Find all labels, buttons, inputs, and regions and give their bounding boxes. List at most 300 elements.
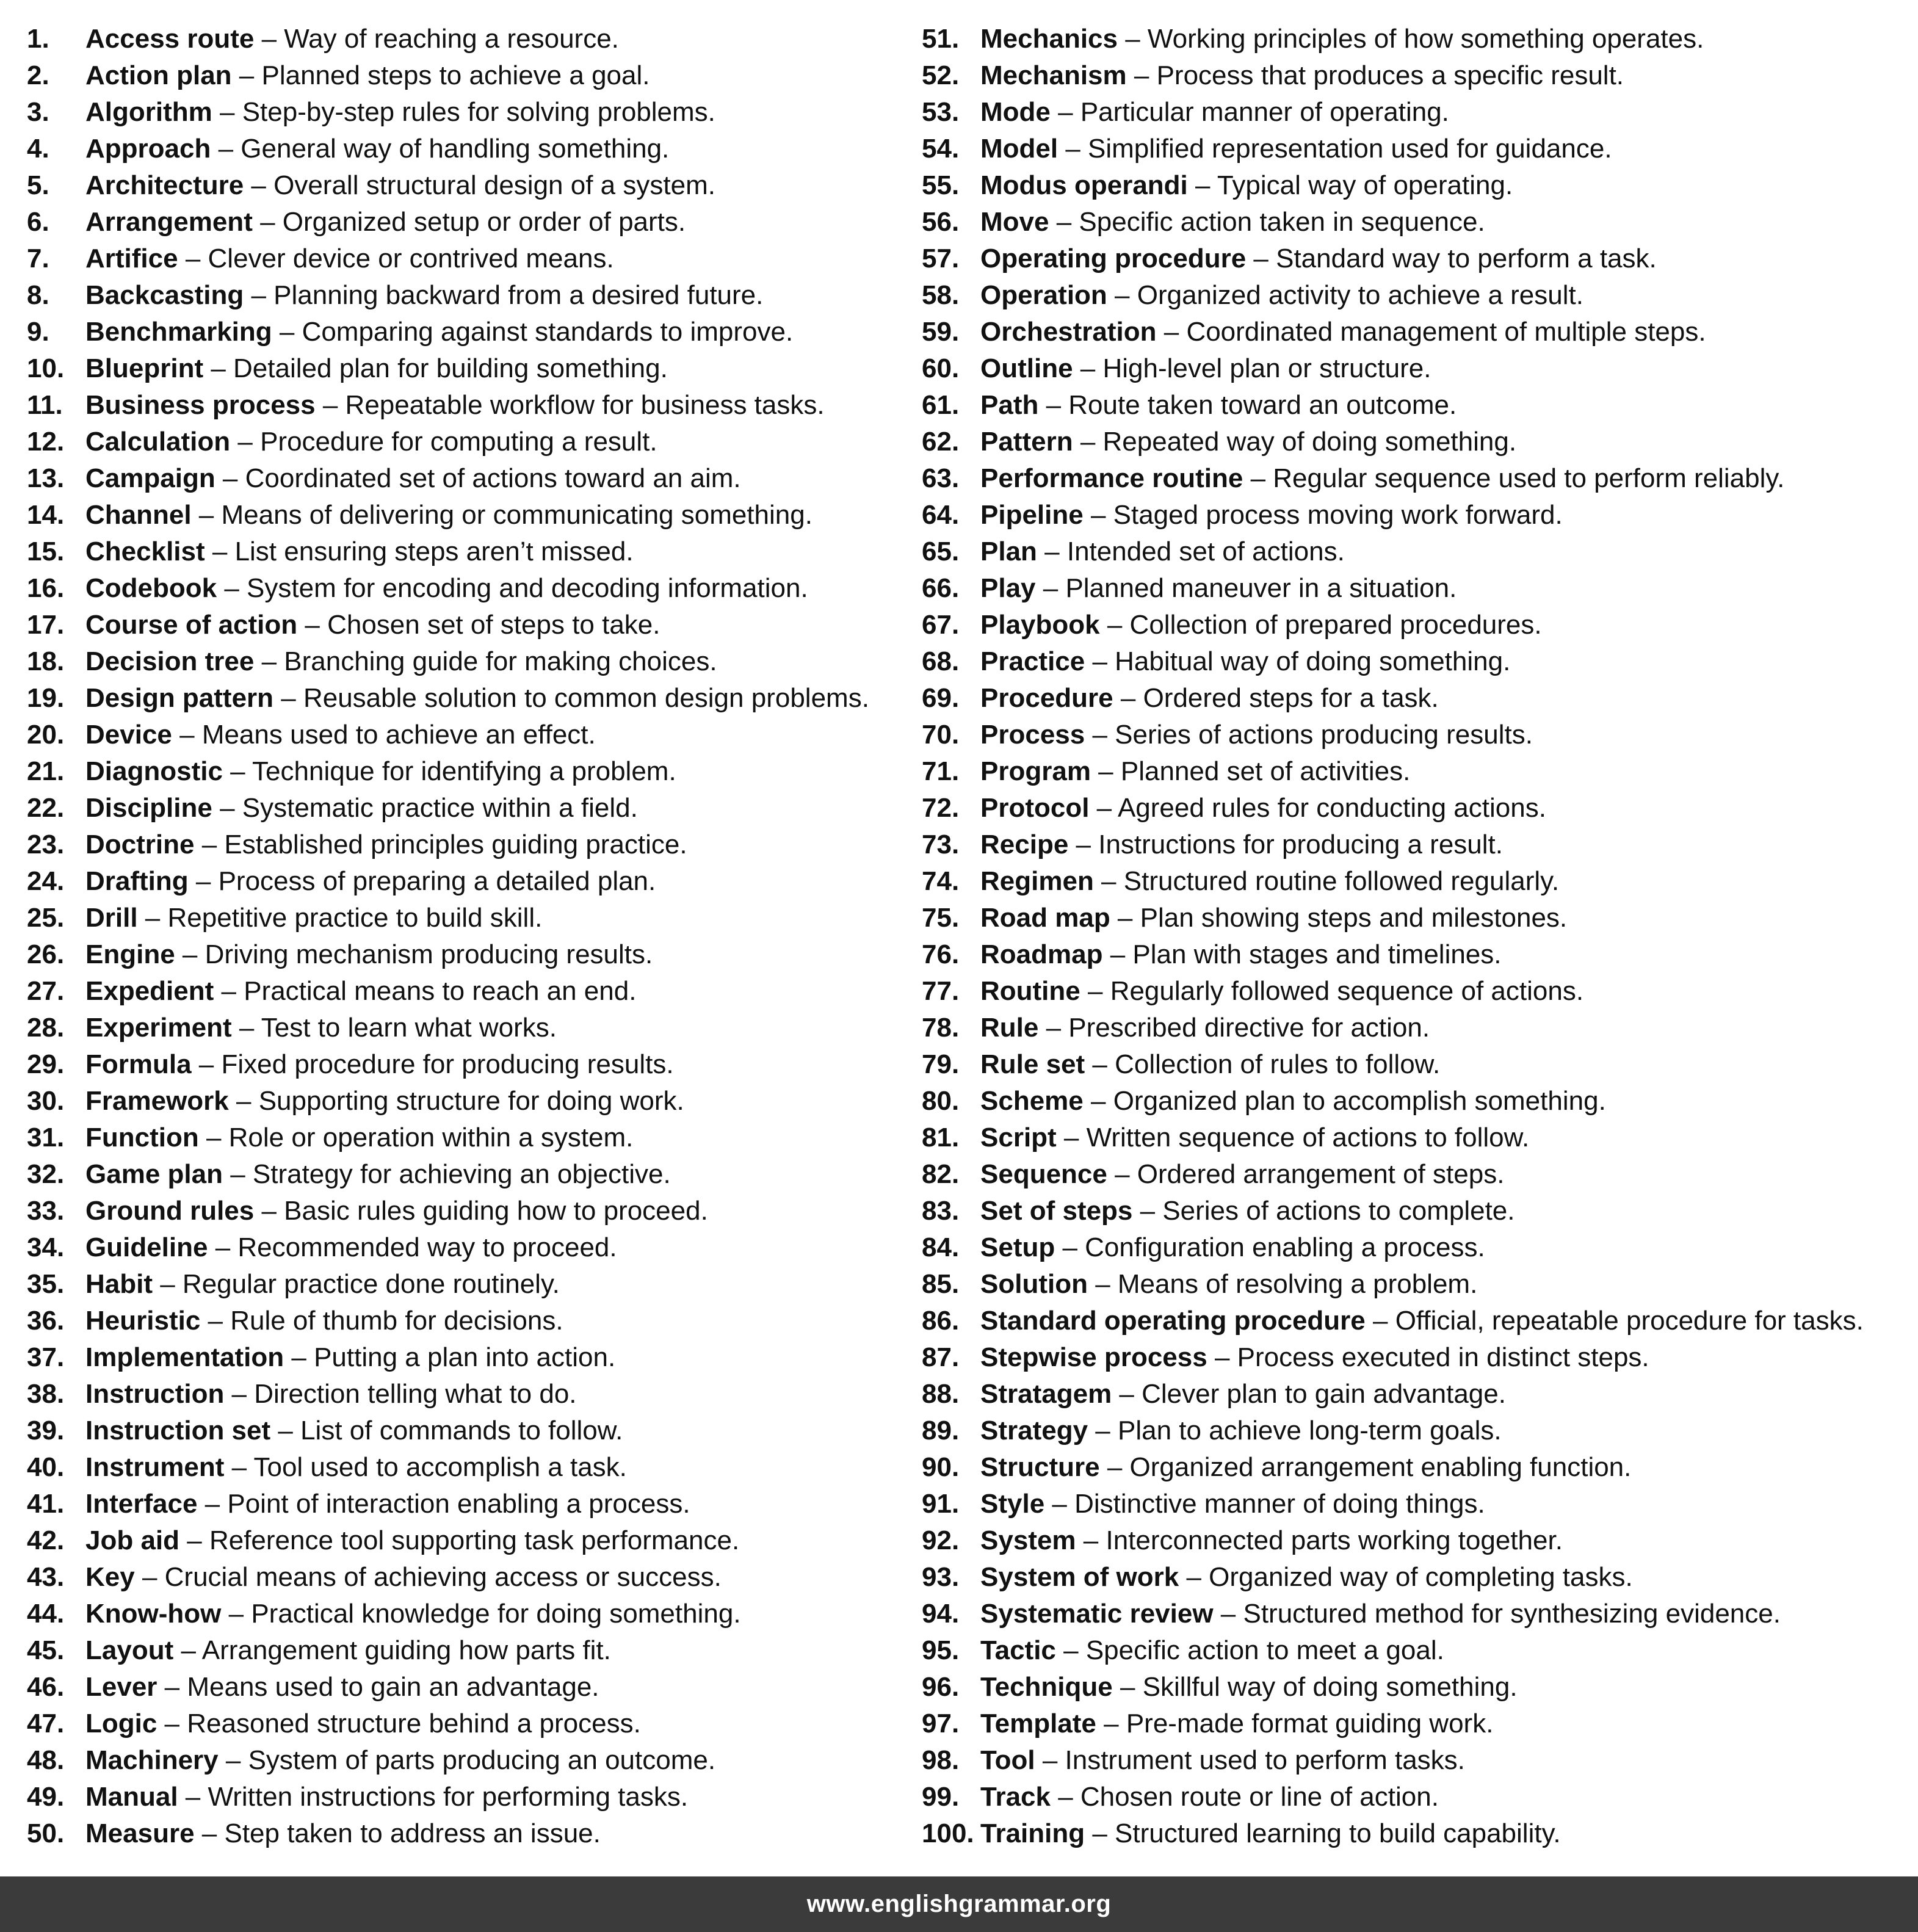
item-term: Course of action [85,610,298,640]
item-term: Ground rules [85,1196,255,1226]
list-item [27,1742,906,1779]
item-separator: – [222,756,253,786]
list-item [27,167,906,204]
item-number: 21. [27,756,65,786]
item-definition: Rule of thumb for decisions. [230,1306,563,1336]
item-term: Backcasting [85,280,244,310]
item-definition: System for encoding and decoding information. [247,573,808,603]
list-item [922,21,1911,57]
item-term: Campaign [85,463,215,493]
item-separator: – [1038,1013,1069,1043]
list-item [27,387,906,424]
item-separator: – [1073,353,1103,383]
item-number: 96. [922,1672,960,1702]
item-body [980,827,1503,863]
item-separator: – [191,1049,222,1079]
item-term: Outline [980,353,1073,383]
item-separator: – [1076,1525,1106,1555]
item-body [980,1779,1439,1815]
list-item [27,1229,906,1266]
item-definition: Means of resolving a problem. [1117,1269,1478,1299]
item-definition: Pre-made format guiding work. [1126,1709,1494,1738]
item-term: Roadmap [980,939,1103,969]
list-item [922,790,1911,827]
item-term: Mode [980,97,1051,127]
item-term: Modus operandi [980,170,1188,200]
list-item [922,1046,1911,1083]
item-number: 99. [922,1782,960,1812]
list-item [27,1376,906,1413]
item-separator: – [200,1306,231,1336]
list-item [27,1120,906,1156]
list-item [922,1779,1911,1815]
footer-bar [0,1876,1918,1932]
item-separator: – [1083,500,1113,530]
item-number: 71. [922,756,960,786]
item-separator: – [224,1379,255,1409]
item-body [85,1559,722,1596]
item-body [85,1632,611,1669]
item-number: 97. [922,1709,960,1738]
item-term: Rule [980,1013,1039,1043]
item-definition: Way of reaching a resource. [284,24,619,54]
list-item [922,863,1911,900]
item-number: 19. [27,683,65,713]
item-term: Instrument [85,1452,225,1482]
list-item [27,1010,906,1046]
item-number: 56. [922,207,960,237]
item-separator: – [1055,1635,1086,1665]
item-term: Implementation [85,1342,284,1372]
item-number: 42. [27,1525,65,1555]
item-number: 60. [922,353,960,383]
item-separator: – [208,1232,238,1262]
item-separator: – [157,1709,187,1738]
list-item [922,973,1911,1010]
item-definition: Crucial means of achieving access or success. [164,1562,722,1592]
item-definition: Organized arrangement enabling function. [1129,1452,1632,1482]
list-item [922,643,1911,680]
item-number: 3. [27,97,49,127]
item-number: 20. [27,720,65,750]
item-separator: – [1085,646,1115,676]
item-body [85,973,636,1010]
item-term: Expedient [85,976,214,1006]
item-number: 90. [922,1452,960,1482]
item-definition: Coordinated set of actions toward an aim. [245,463,741,493]
list-item [27,936,906,973]
list-item [27,1193,906,1229]
item-definition: Technique for identifying a problem. [252,756,676,786]
item-number: 34. [27,1232,65,1262]
item-separator: – [1156,317,1187,347]
list-item [922,460,1911,497]
item-term: Drill [85,903,138,933]
item-term: Standard operating procedure [980,1306,1366,1336]
item-definition: Repeated way of doing something. [1102,427,1517,457]
item-separator: – [221,1599,252,1629]
item-definition: Instrument used to perform tasks. [1065,1745,1465,1775]
item-number: 44. [27,1599,65,1629]
item-body [980,570,1457,607]
item-body [85,1266,560,1303]
item-number: 49. [27,1782,65,1812]
item-definition: Process executed in distinct steps. [1237,1342,1649,1372]
item-definition: Strategy for achieving an objective. [252,1159,671,1189]
item-definition: Comparing against standards to improve. [302,317,794,347]
item-body [980,1120,1529,1156]
item-number: 74. [922,866,960,896]
item-definition: Particular manner of operating. [1080,97,1449,127]
item-term: Design pattern [85,683,274,713]
item-term: Benchmarking [85,317,272,347]
item-separator: – [194,1818,225,1848]
item-body [85,1706,641,1742]
item-definition: System of parts producing an outcome. [248,1745,716,1775]
item-body [980,790,1546,827]
item-number: 68. [922,646,960,676]
item-definition: Skillful way of doing something. [1142,1672,1518,1702]
list-item [27,277,906,314]
item-number: 18. [27,646,65,676]
item-separator: – [1093,866,1124,896]
item-term: Plan [980,537,1037,566]
item-term: Algorithm [85,97,212,127]
item-number: 80. [922,1086,960,1116]
list-item [27,607,906,643]
item-body [85,131,669,167]
item-body [980,1046,1440,1083]
item-separator: – [1117,24,1148,54]
list-item [27,1266,906,1303]
list-item [27,241,906,277]
item-term: Playbook [980,610,1100,640]
item-body [85,1449,627,1486]
item-term: Operation [980,280,1107,310]
list-item [922,1522,1911,1559]
item-separator: – [1089,793,1118,823]
item-definition: Regularly followed sequence of actions. [1110,976,1584,1006]
item-term: Key [85,1562,135,1592]
item-body [980,1339,1649,1376]
list-item [922,1376,1911,1413]
item-definition: Recommended way to proceed. [237,1232,617,1262]
item-term: Operating procedure [980,244,1247,273]
list-item [27,314,906,350]
item-definition: List ensuring steps aren’t missed. [234,537,634,566]
item-term: Calculation [85,427,231,457]
item-separator: – [1113,683,1143,713]
item-term: Model [980,134,1059,164]
item-separator: – [1087,1269,1118,1299]
item-term: Layout [85,1635,174,1665]
item-number: 94. [922,1599,960,1629]
item-definition: Detailed plan for building something. [233,353,668,383]
item-body [980,973,1583,1010]
list-item [27,57,906,94]
list-item [922,1632,1911,1669]
list-item [27,534,906,570]
item-separator: – [270,1416,301,1445]
item-definition: Process of preparing a detailed plan. [218,866,656,896]
item-definition: Habitual way of doing something. [1115,646,1511,676]
item-separator: – [252,207,283,237]
item-definition: Reference tool supporting task performance. [209,1525,740,1555]
item-number: 26. [27,939,65,969]
item-definition: Series of actions producing results. [1115,720,1533,750]
item-separator: – [222,1159,253,1189]
item-definition: Interconnected parts working together. [1106,1525,1563,1555]
item-number: 58. [922,280,960,310]
item-definition: Step taken to address an issue. [224,1818,601,1848]
item-number: 75. [922,903,960,933]
item-body [85,1742,715,1779]
item-term: Pipeline [980,500,1084,530]
list-item [27,1486,906,1522]
item-number: 25. [27,903,65,933]
item-definition: Driving mechanism producing results. [204,939,653,969]
list-item [922,1742,1911,1779]
item-body [85,680,869,717]
item-number: 67. [922,610,960,640]
item-number: 27. [27,976,65,1006]
item-number: 7. [27,244,49,273]
item-body [980,643,1510,680]
item-separator: – [1085,720,1115,750]
list-item [27,1339,906,1376]
list-item [922,534,1911,570]
item-definition: Collection of prepared procedures. [1129,610,1542,640]
item-definition: Repeatable workflow for business tasks. [345,390,825,420]
item-body [85,387,825,424]
item-separator: – [1085,1818,1115,1848]
item-separator: – [1126,60,1157,90]
item-separator: – [1107,280,1137,310]
item-separator: – [1099,1452,1130,1482]
item-number: 36. [27,1306,65,1336]
list-item [27,643,906,680]
item-definition: Basic rules guiding how to proceed. [284,1196,708,1226]
item-separator: – [153,1269,183,1299]
list-item [27,863,906,900]
item-number: 83. [922,1196,960,1226]
item-number: 17. [27,610,65,640]
list-item [27,1815,906,1852]
item-number: 6. [27,207,49,237]
item-number: 37. [27,1342,65,1372]
item-separator: – [218,1745,248,1775]
item-term: Framework [85,1086,229,1116]
item-definition: Staged process moving work forward. [1113,500,1563,530]
list-item [922,1413,1911,1449]
item-definition: Typical way of operating. [1217,170,1513,200]
item-term: Program [980,756,1091,786]
footer-url: www.englishgrammar.org [806,1890,1112,1917]
list-item [27,900,906,936]
list-item [922,277,1911,314]
item-number: 2. [27,60,49,90]
item-number: 100. [922,1818,974,1848]
item-term: Approach [85,134,211,164]
item-term: Decision tree [85,646,255,676]
item-number: 38. [27,1379,65,1409]
item-term: Blueprint [85,353,204,383]
item-separator: – [224,1452,254,1482]
item-definition: Putting a plan into action. [314,1342,616,1372]
item-body [85,1413,623,1449]
item-term: Training [980,1818,1085,1848]
item-separator: – [212,793,242,823]
item-separator: – [254,24,284,54]
item-separator: – [254,646,284,676]
item-definition: Established principles guiding practice. [224,830,687,859]
item-body [85,167,715,204]
item-body [980,94,1449,131]
item-body [980,1156,1504,1193]
item-separator: – [179,1525,209,1555]
item-term: Stratagem [980,1379,1112,1409]
list-item [922,1266,1911,1303]
list-item [922,1120,1911,1156]
list-item [922,94,1911,131]
item-definition: Practical knowledge for doing something. [251,1599,741,1629]
item-definition: Distinctive manner of doing things. [1074,1489,1485,1519]
item-separator: – [1179,1562,1209,1592]
item-definition: Step-by-step rules for solving problems. [242,97,715,127]
item-separator: – [1107,1159,1137,1189]
item-body [85,241,614,277]
item-body [980,460,1784,497]
list-item [27,1706,906,1742]
list-item [27,1596,906,1632]
item-definition: Structured routine followed regularly. [1123,866,1560,896]
item-definition: Reusable solution to common design problems. [303,683,869,713]
item-term: Path [980,390,1039,420]
item-body [85,827,687,863]
item-definition: List of commands to follow. [300,1416,623,1445]
list-item [922,1339,1911,1376]
item-body [85,424,657,460]
item-term: Scheme [980,1086,1084,1116]
item-body [85,1669,599,1706]
item-term: Job aid [85,1525,180,1555]
item-number: 63. [922,463,960,493]
list-item [922,607,1911,643]
item-body [85,863,656,900]
item-term: Codebook [85,573,217,603]
list-item [27,717,906,753]
item-body [980,863,1559,900]
item-definition: Means used to achieve an effect. [201,720,596,750]
item-body [85,753,676,790]
item-body [980,1449,1631,1486]
item-term: Solution [980,1269,1088,1299]
item-definition: Intended set of actions. [1066,537,1345,566]
item-term: Function [85,1123,199,1152]
item-term: Tool [980,1745,1035,1775]
item-definition: Specific action taken in sequence. [1079,207,1485,237]
item-term: Regimen [980,866,1094,896]
item-term: Road map [980,903,1110,933]
item-number: 64. [922,500,960,530]
item-separator: – [1243,463,1273,493]
item-definition: Ordered arrangement of steps. [1137,1159,1505,1189]
item-separator: – [1096,1709,1126,1738]
item-number: 72. [922,793,960,823]
item-definition: Chosen route or line of action. [1080,1782,1439,1812]
item-number: 24. [27,866,65,896]
list-item [27,94,906,131]
list-item [922,1010,1911,1046]
item-definition: Written sequence of actions to follow. [1086,1123,1530,1152]
item-definition: Means of delivering or communicating something. [221,500,812,530]
item-body [980,534,1345,570]
term-list-left [27,21,906,1852]
item-separator: – [1112,1379,1142,1409]
item-term: Instruction set [85,1416,271,1445]
list-item [27,497,906,534]
item-separator: – [1132,1196,1163,1226]
item-definition: Branching guide for making choices. [284,646,717,676]
item-number: 92. [922,1525,960,1555]
item-term: Business process [85,390,316,420]
item-body [85,314,793,350]
item-term: Technique [980,1672,1113,1702]
item-separator: – [178,1782,208,1812]
item-separator: – [284,1342,314,1372]
item-definition: Route taken toward an outcome. [1068,390,1457,420]
item-separator: – [1365,1306,1395,1336]
item-number: 87. [922,1342,960,1372]
list-item [27,1559,906,1596]
list-item [27,1156,906,1193]
item-definition: Organized setup or order of parts. [282,207,686,237]
item-body [980,167,1513,204]
item-definition: Point of interaction enabling a process. [227,1489,690,1519]
list-item [922,753,1911,790]
item-definition: Specific action to meet a goal. [1085,1635,1444,1665]
list-item [27,460,906,497]
list-item [27,204,906,241]
item-body [85,534,634,570]
item-term: Protocol [980,793,1090,823]
item-definition: Working principles of how something operates. [1147,24,1704,54]
list-item [922,1156,1911,1193]
item-term: Action plan [85,60,232,90]
item-number: 14. [27,500,65,530]
item-term: Checklist [85,537,205,566]
item-definition: Structured method for synthesizing evidence. [1243,1599,1781,1629]
item-term: Performance routine [980,463,1243,493]
item-definition: General way of handling something. [241,134,670,164]
item-term: Game plan [85,1159,223,1189]
item-term: Move [980,207,1049,237]
item-term: Stepwise process [980,1342,1207,1372]
list-item [922,1083,1911,1120]
item-term: Measure [85,1818,195,1848]
item-number: 1. [27,24,49,54]
item-number: 16. [27,573,65,603]
item-number: 30. [27,1086,65,1116]
item-term: Set of steps [980,1196,1133,1226]
item-term: Arrangement [85,207,253,237]
item-body [980,1376,1506,1413]
item-body [980,241,1657,277]
item-body [980,1010,1430,1046]
item-body [980,424,1516,460]
item-body [85,1083,684,1120]
item-number: 45. [27,1635,65,1665]
